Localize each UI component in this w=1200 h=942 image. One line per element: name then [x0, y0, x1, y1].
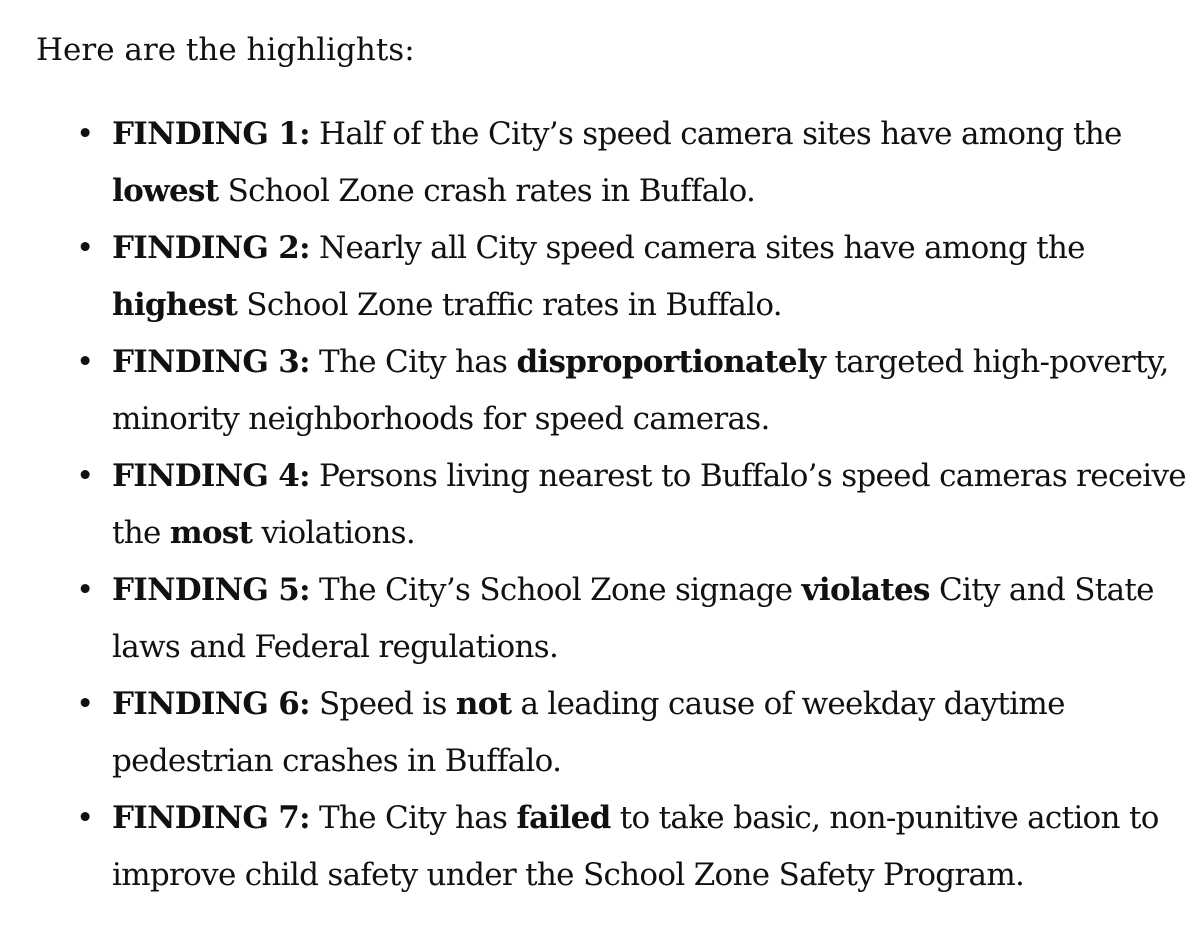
finding-text-after: School Zone traffic rates in Buffalo.: [237, 287, 782, 323]
finding-label: FINDING 5:: [112, 572, 310, 608]
bullet-icon: •: [76, 800, 94, 836]
finding-emphasis: lowest: [112, 173, 219, 209]
finding-text-before: Speed is: [309, 686, 456, 722]
finding-item-6: [36, 676, 1192, 790]
finding-label: FINDING 7:: [112, 800, 310, 836]
bullet-icon: •: [76, 116, 94, 152]
finding-text-before: The City has: [309, 344, 517, 380]
finding-label: FINDING 3:: [112, 344, 310, 380]
finding-item-1: [36, 106, 1192, 220]
finding-item-3: [36, 334, 1192, 448]
finding-item-7: [36, 790, 1192, 904]
finding-text-before: Persons living nearest to Buffalo’s speed cameras receive the: [112, 458, 1186, 551]
finding-text-before: Nearly all City speed camera sites have among the: [309, 230, 1085, 266]
finding-emphasis: failed: [516, 800, 611, 836]
intro-text: Here are the highlights:: [36, 32, 415, 68]
finding-emphasis: highest: [112, 287, 238, 323]
bullet-icon: •: [76, 572, 94, 608]
finding-label: FINDING 6:: [112, 686, 310, 722]
bullet-icon: •: [76, 230, 94, 266]
finding-emphasis: most: [169, 515, 253, 551]
finding-text-after: a leading cause of weekday daytime pedestrian crashes in Buffalo.: [112, 686, 1065, 779]
finding-item-4: [36, 448, 1192, 562]
finding-text-after: violations.: [252, 515, 415, 551]
findings-list: [36, 106, 1186, 904]
finding-item-2: [36, 220, 1192, 334]
bullet-icon: •: [76, 686, 94, 722]
finding-label: FINDING 2:: [112, 230, 310, 266]
finding-label: FINDING 1:: [112, 116, 310, 152]
finding-emphasis: not: [455, 686, 512, 722]
finding-text-after: targeted high-poverty, minority neighborhoods for speed cameras.: [112, 344, 1169, 437]
finding-text-after: to take basic, non-punitive action to improve child safety under the School Zone Safety Program.: [112, 800, 1159, 893]
finding-emphasis: disproportionately: [516, 344, 826, 380]
finding-text-before: Half of the City’s speed camera sites have among the: [309, 116, 1122, 152]
finding-text-before: The City’s School Zone signage: [309, 572, 802, 608]
finding-text-after: School Zone crash rates in Buffalo.: [218, 173, 756, 209]
bullet-icon: •: [76, 344, 94, 380]
bullet-icon: •: [76, 458, 94, 494]
finding-label: FINDING 4:: [112, 458, 310, 494]
finding-item-5: [36, 562, 1192, 676]
finding-text-after: City and State laws and Federal regulations.: [112, 572, 1154, 665]
finding-text-before: The City has: [309, 800, 517, 836]
finding-emphasis: violates: [801, 572, 930, 608]
